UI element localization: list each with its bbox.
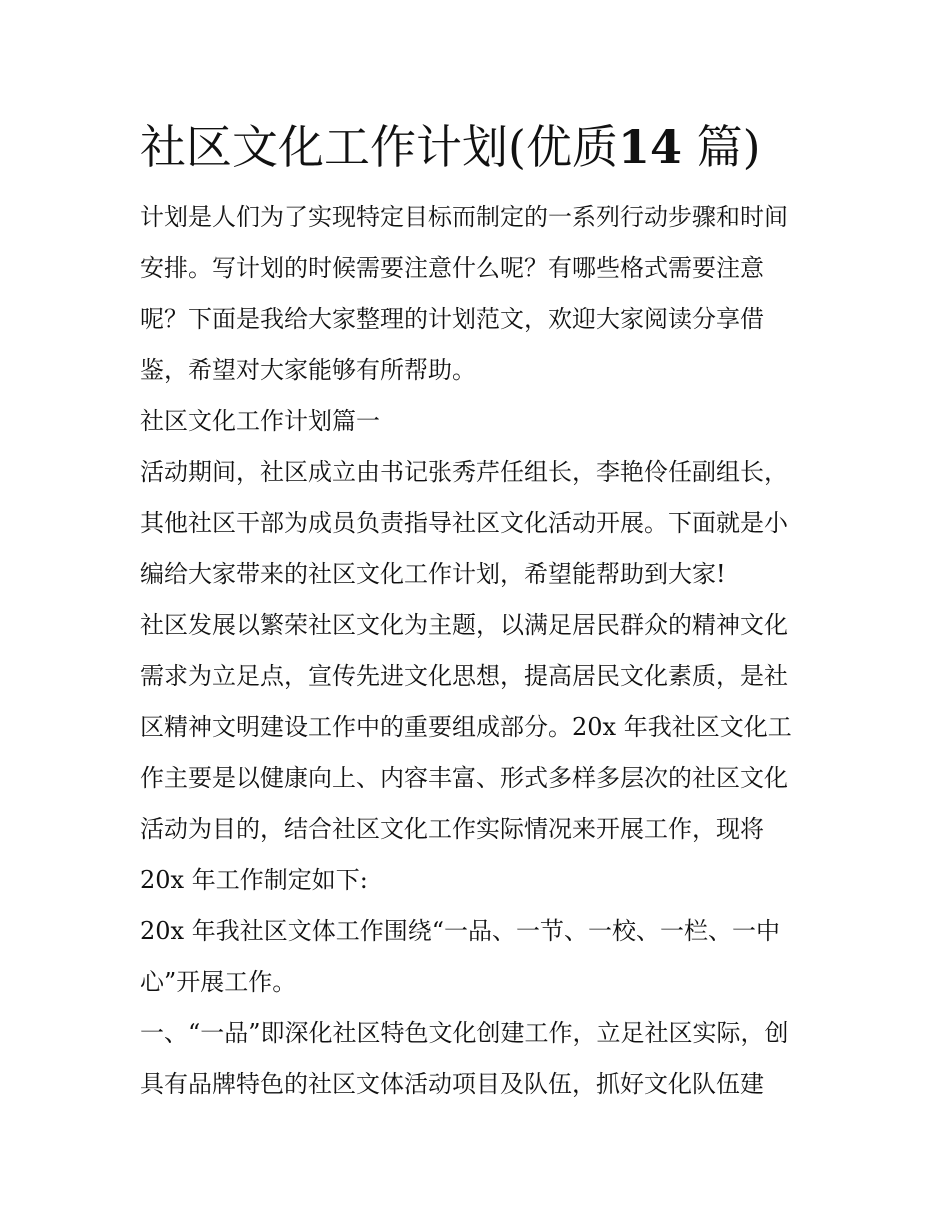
body-line: 其他社区干部为成员负责指导社区文化活动开展。下面就是小 <box>140 509 788 537</box>
body-line: 作主要是以健康向上、内容丰富、形式多样多层次的社区文化 <box>140 764 788 792</box>
body-line: 具有品牌特色的社区文体活动项目及队伍，抓好文化队伍建 <box>140 1070 764 1098</box>
title-suffix: 篇) <box>696 120 761 174</box>
body-line: 编给大家带来的社区文化工作计划，希望能帮助到大家! <box>140 560 726 588</box>
body-line: 呢？下面是我给大家整理的计划范文，欢迎大家阅读分享借 <box>140 305 764 333</box>
body-line: 活动为目的，结合社区文化工作实际情况来开展工作，现将 <box>140 815 764 843</box>
body-line: 安排。写计划的时候需要注意什么呢？有哪些格式需要注意 <box>140 254 764 282</box>
document-page <box>140 112 820 1110</box>
body-line: 心”开展工作。 <box>140 968 297 996</box>
body-line: 20x 年工作制定如下: <box>140 866 368 894</box>
title-prefix: 社区文化工作计划(优质 <box>140 120 618 174</box>
title-number: 14 <box>617 120 682 174</box>
document-title <box>140 112 820 182</box>
body-line: 计划是人们为了实现特定目标而制定的一系列行动步骤和时间 <box>140 203 788 231</box>
body-line: 鉴，希望对大家能够有所帮助。 <box>140 356 476 384</box>
body-line: 社区发展以繁荣社区文化为主题，以满足居民群众的精神文化 <box>140 611 788 639</box>
section-heading: 社区文化工作计划篇一 <box>140 407 380 435</box>
body-line: 一、“一品”即深化社区特色文化创建工作，立足社区实际，创 <box>140 1019 789 1047</box>
body-line: 活动期间，社区成立由书记张秀芹任组长，李艳伶任副组长， <box>140 458 788 486</box>
document-body <box>140 192 820 1110</box>
body-line: 需求为立足点，宣传先进文化思想，提高居民文化素质，是社 <box>140 662 788 690</box>
body-line: 区精神文明建设工作中的重要组成部分。20x 年我社区文化工 <box>140 713 792 741</box>
body-line: 20x 年我社区文体工作围绕“一品、一节、一校、一栏、一中 <box>140 917 780 945</box>
